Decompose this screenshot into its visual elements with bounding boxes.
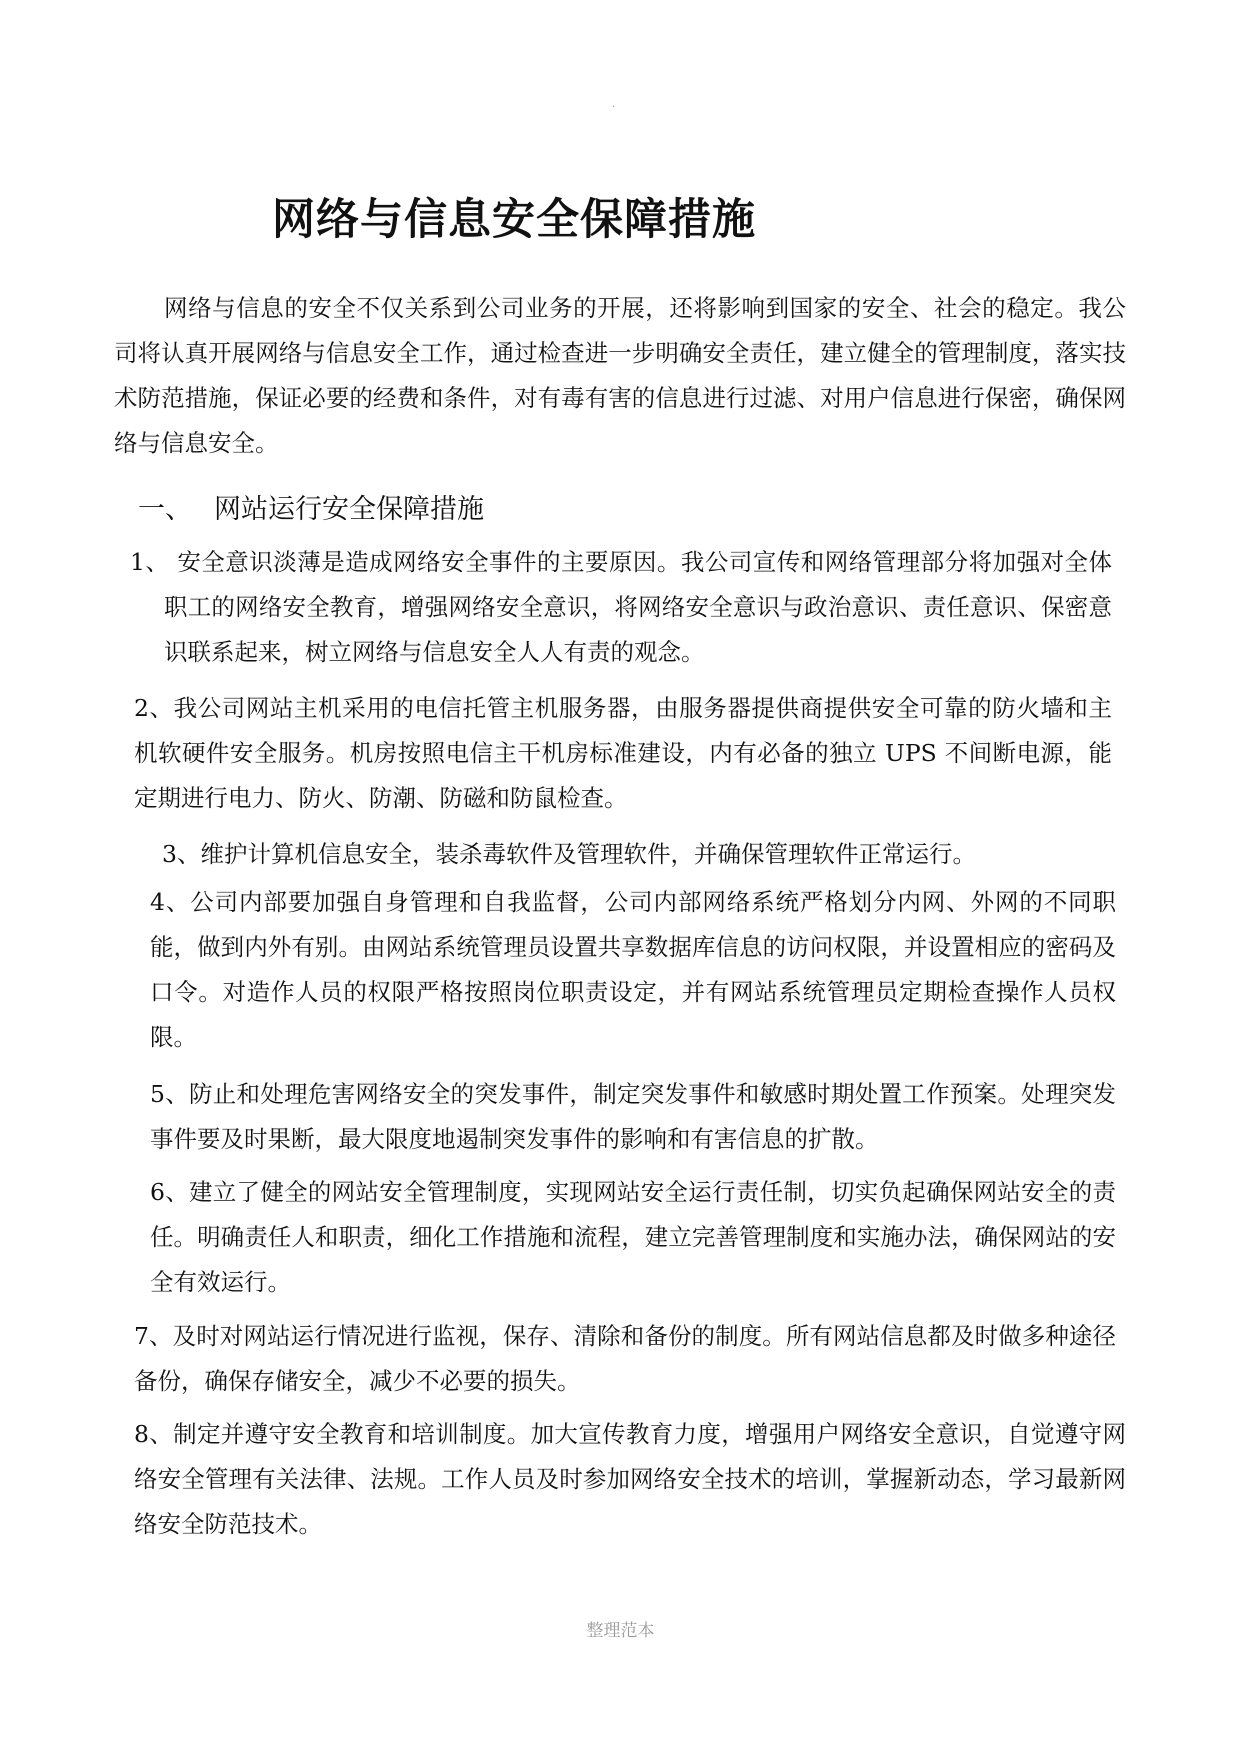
- list-item-4: 4、公司内部要加强自身管理和自我监督，公司内部网络系统严格划分内网、外网的不同职能，做到内外有别。由网站系统管理员设置共享数据库信息的访问权限，并设置相应的密码及口令。对造作人员的权限严格按照岗位职责设定，并有网站系统管理员定期检查操作人员权限。: [150, 888, 1116, 1051]
- document-title: 网络与信息安全保障措施: [272, 195, 756, 245]
- list-item-8: 8、制定并遵守安全教育和培训制度。加大宣传教育力度，增强用户网络安全意识，自觉遵守网络安全管理有关法律、法规。工作人员及时参加网络安全技术的培训，掌握新动态，学习最新网络安全防范技术。: [134, 1420, 1126, 1538]
- page-footer: 整理范本: [586, 1621, 655, 1641]
- list-item-2: 2、我公司网站主机采用的电信托管主机服务器，由服务器提供商提供安全可靠的防火墙和主机软硬件安全服务。机房按照电信主干机房标准建设，内有必备的独立 UPS 不间断电源，能定期进行电力、防火、防潮、防磁和防鼠检查。: [134, 694, 1112, 812]
- section-number: 一、: [138, 494, 192, 525]
- list-item-5: 5、防止和处理危害网络安全的突发事件，制定突发事件和敏感时期处置工作预案。处理突发事件要及时果断，最大限度地遏制突发事件的影响和有害信息的扩散。: [150, 1080, 1116, 1153]
- intro-paragraph: 网络与信息的安全不仅关系到公司业务的开展，还将影响到国家的安全、社会的稳定。我公司将认真开展网络与信息安全工作，通过检查进一步明确安全责任，建立健全的管理制度，落实技术防范措施，保证必要的经费和条件，对有毒有害的信息进行过滤、对用户信息进行保密，确保网络与信息安全。: [114, 294, 1126, 457]
- section-title: 网站运行安全保障措施: [214, 494, 484, 525]
- header-mark: .: [612, 99, 616, 110]
- list-item-6: 6、建立了健全的网站安全管理制度，实现网站安全运行责任制，切实负起确保网站安全的责任。明确责任人和职责，细化工作措施和流程，建立完善管理制度和实施办法，确保网站的安全有效运行。: [150, 1178, 1116, 1296]
- list-item-1: 1、 安全意识淡薄是造成网络安全事件的主要原因。我公司宣传和网络管理部分将加强对全体职工的网络安全教育，增强网络安全意识，将网络安全意识与政治意识、责任意识、保密意识联系起来，树立网络与信息安全人人有责的观念。: [130, 548, 1112, 666]
- list-item-3: 3、维护计算机信息安全，装杀毒软件及管理软件，并确保管理软件正常运行。: [162, 840, 976, 868]
- section-heading: [138, 490, 484, 530]
- list-item-7: 7、及时对网站运行情况进行监视，保存、清除和备份的制度。所有网站信息都及时做多种途径备份，确保存储安全，减少不必要的损失。: [134, 1322, 1116, 1395]
